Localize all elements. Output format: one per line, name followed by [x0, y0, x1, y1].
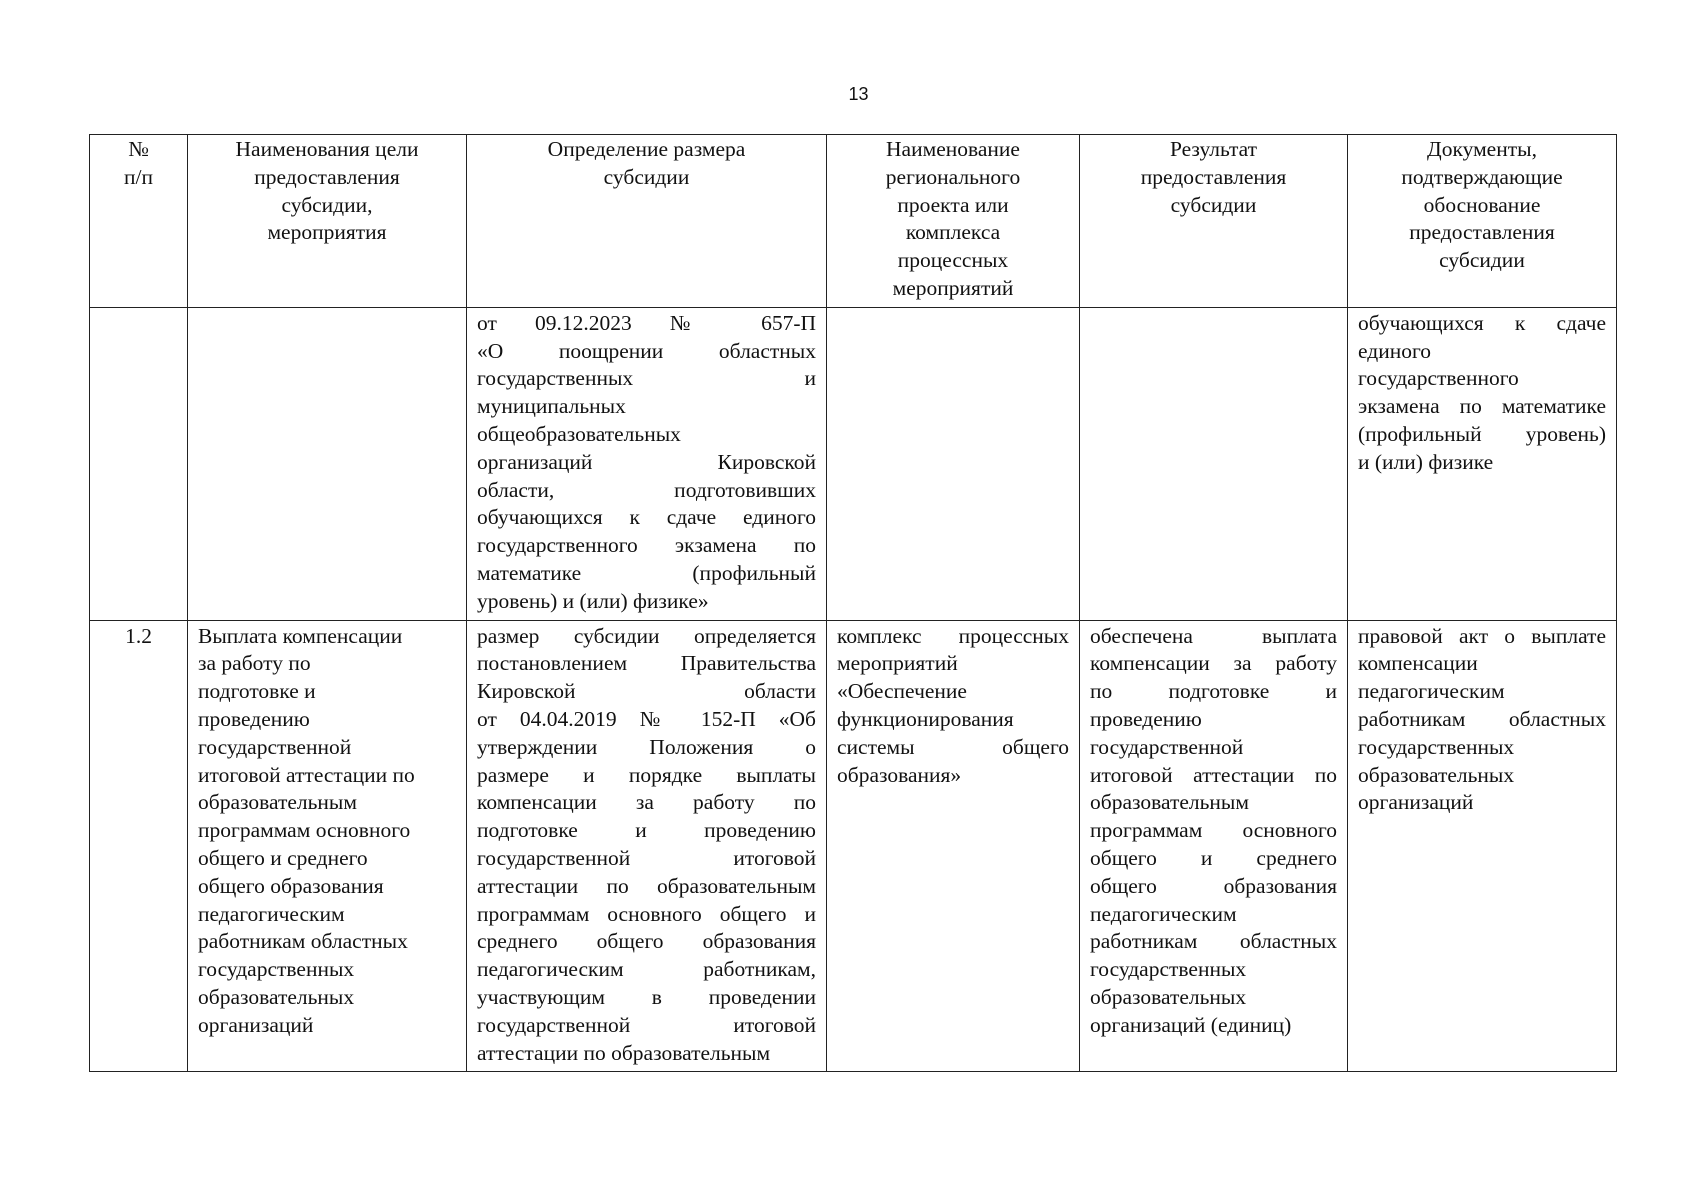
cell-line: государственной итоговой: [477, 845, 816, 870]
cell-line: области, подготовивших: [477, 477, 816, 502]
cell-line: государственной: [1090, 734, 1244, 759]
table-header-row: [90, 135, 1617, 308]
cell-line: педагогическим работникам,: [477, 957, 816, 982]
subsidy-table: [89, 134, 1617, 1072]
cell-line: постановлением Правительства: [477, 651, 816, 676]
cell-line: организаций Кировской: [477, 449, 816, 474]
cell-line: программам основного: [1090, 818, 1337, 843]
cell-line: государственного: [1358, 366, 1519, 391]
cell-line: системы общего: [837, 734, 1069, 759]
header-project: Наименование регионального проекта или комплекса процессных мероприятий: [827, 135, 1080, 308]
result-lines: [1090, 623, 1337, 1040]
cell-line: организаций: [1358, 790, 1474, 815]
cell-line: подготовке и проведению: [477, 818, 816, 843]
header-documents: Документы, подтверждающие обоснование предоставления субсидии: [1348, 135, 1617, 308]
cell-line: Кировской области: [477, 679, 816, 704]
cell-line: итоговой аттестации по: [1090, 762, 1337, 787]
cell-line: организаций (единиц): [1090, 1012, 1292, 1037]
cell-line: «Обеспечение: [837, 679, 967, 704]
documents-lines: [1358, 310, 1606, 477]
cell-line: компенсации за работу по: [477, 790, 816, 815]
cell-line: обеспечена выплата: [1090, 623, 1337, 648]
cell-line: компенсации: [1358, 651, 1478, 676]
cell-line: компенсации за работу: [1090, 651, 1337, 676]
definition-lines: [477, 623, 816, 1068]
cell-line: «О поощрении областных: [477, 338, 816, 363]
cell-line: среднего общего образования: [477, 929, 816, 954]
cell-line: общего и среднего: [1090, 845, 1337, 870]
cell-line: математике (профильный: [477, 560, 816, 585]
cell-line: функционирования: [837, 706, 1014, 731]
cell-line: государственной итоговой: [477, 1012, 816, 1037]
header-definition: Определение размера субсидии: [467, 135, 827, 308]
cell-line: от 09.12.2023 № 657-П: [477, 310, 816, 335]
row-result-cell: [1080, 307, 1348, 620]
cell-line: (профильный уровень): [1358, 421, 1606, 446]
cell-line: программам основного общего и: [477, 901, 816, 926]
cell-line: общего образования: [1090, 873, 1337, 898]
cell-line: аттестации по образовательным: [477, 873, 816, 898]
cell-line: правовой акт о выплате: [1358, 623, 1606, 648]
row-definition-cell: [467, 307, 827, 620]
cell-line: аттестации по образовательным: [477, 1040, 771, 1065]
row-num-cell: 1.2: [90, 620, 188, 1072]
row-documents-cell: [1348, 307, 1617, 620]
cell-line: педагогическим: [1090, 901, 1237, 926]
cell-line: единого: [1358, 338, 1431, 363]
header-num: № п/п: [90, 135, 188, 308]
row-project-cell: [827, 620, 1080, 1072]
row-definition-cell: [467, 620, 827, 1072]
row-project-cell: [827, 307, 1080, 620]
cell-line: и (или) физике: [1358, 449, 1494, 474]
definition-lines: [477, 310, 816, 616]
header-result: Результат предоставления субсидии: [1080, 135, 1348, 308]
cell-line: образовательных: [1090, 984, 1247, 1009]
cell-line: уровень) и (или) физике»: [477, 588, 709, 613]
cell-line: образовательных: [1358, 762, 1515, 787]
cell-line: комплекс процессных: [837, 623, 1069, 648]
cell-line: обучающихся к сдаче: [1358, 310, 1606, 335]
cell-line: работникам областных: [1090, 929, 1337, 954]
cell-line: от 04.04.2019 № 152-П «Об: [477, 706, 816, 731]
cell-line: размере и порядке выплаты: [477, 762, 816, 787]
cell-line: государственного экзамена по: [477, 533, 816, 558]
cell-line: государственных: [1090, 957, 1247, 982]
row-name-cell: Выплата компенсации за работу по подготовке и проведению государственной итоговой аттестации по образовательным программам основного общего и среднего общего образования педагогическим работникам областных государственных образовательных организаций: [188, 620, 467, 1072]
cell-line: обучающихся к сдаче единого: [477, 505, 816, 530]
cell-line: утверждении Положения о: [477, 734, 816, 759]
table-row: [90, 307, 1617, 620]
header-name: Наименования цели предоставления субсидии, мероприятия: [188, 135, 467, 308]
cell-line: педагогическим: [1358, 679, 1505, 704]
cell-line: образовательным: [1090, 790, 1249, 815]
page-number: 13: [848, 84, 869, 104]
cell-line: по подготовке и: [1090, 679, 1337, 704]
cell-line: государственных: [1358, 734, 1515, 759]
cell-line: размер субсидии определяется: [477, 623, 816, 648]
cell-line: экзамена по математике: [1358, 394, 1606, 419]
row-documents-cell: [1348, 620, 1617, 1072]
documents-lines: [1358, 623, 1606, 818]
table-row: [90, 620, 1617, 1072]
row-result-cell: [1080, 620, 1348, 1072]
cell-line: образования»: [837, 762, 962, 787]
row-name-cell: [188, 307, 467, 620]
project-lines: [837, 623, 1069, 790]
cell-line: участвующим в проведении: [477, 984, 816, 1009]
cell-line: проведению: [1090, 706, 1202, 731]
cell-line: работникам областных: [1358, 706, 1606, 731]
cell-line: муниципальных: [477, 394, 626, 419]
cell-line: государственных и: [477, 366, 816, 391]
row-num-cell: [90, 307, 188, 620]
cell-line: мероприятий: [837, 651, 958, 676]
cell-line: общеобразовательных: [477, 421, 681, 446]
